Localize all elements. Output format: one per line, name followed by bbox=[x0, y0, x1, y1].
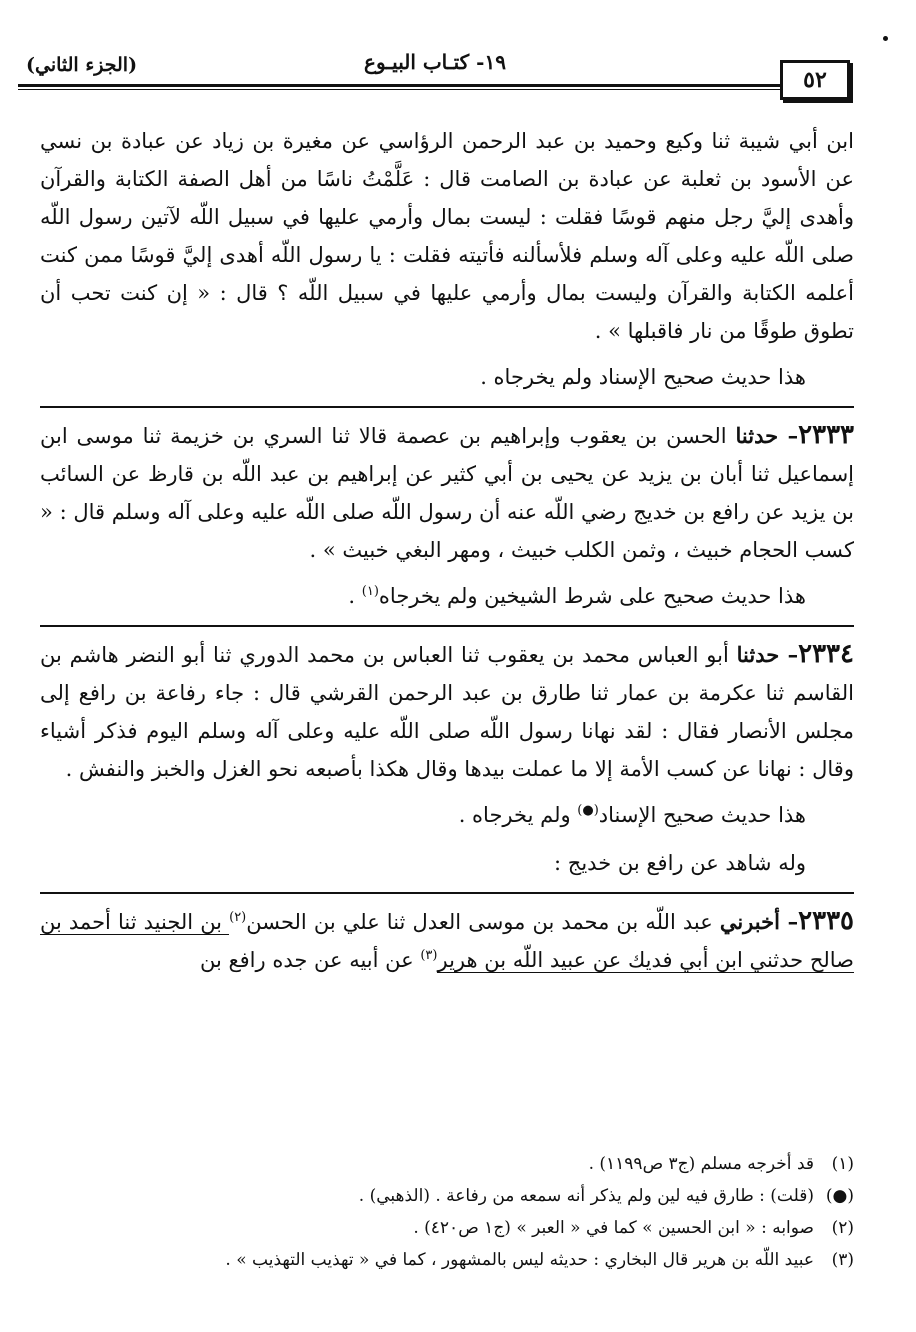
header-rule-thick bbox=[18, 84, 788, 87]
hadith-2334 bbox=[40, 635, 854, 788]
footnote-text: قد أخرجه مسلم (ج٣ ص١١٩٩) . bbox=[588, 1154, 814, 1174]
note-text: هذا حديث صحيح على شرط الشيخين ولم يخرجاه bbox=[378, 584, 806, 608]
footnote-text: عبيد اللّه بن هرير قال البخاري : حديثه ليس بالمشهور ، كما في « تهذيب التهذيب » . bbox=[225, 1250, 814, 1270]
page-number: ٥٢ bbox=[780, 60, 850, 100]
footnotes bbox=[40, 1148, 854, 1276]
footnote-text: (قلت) : طارق فيه لين ولم يذكر أنه سمعه من رفاعة . (الذهبي) . bbox=[358, 1186, 814, 1206]
paragraph-continuation: ابن أبي شيبة ثنا وكيع وحميد بن عبد الرحمن الرؤاسي عن مغيرة بن زياد عن عبادة بن نسي عن الأسود بن ثعلبة عن عبادة بن الصامت قال : عَلَّمْتُ ناسًا من أهل الصفة الكتابة والقرآن وأهدى إليَّ رجل منهم قوسًا فقلت : ليست بمال وأرمي عليها في سبيل اللّه لآتين رسول اللّه صلى اللّه عليه وعلى آله وسلم فلأسألنه فأتيته فقلت : يا رسول اللّه أهدى إليَّ قوسًا ممن كنت أعلمه الكتابة والقرآن وليست بمال وأرمي عليها في سبيل اللّه ؟ قال : « إن كنت تحب أن تطوق طوقًا من نار فاقبلها » . bbox=[40, 129, 854, 343]
hadith-number: ٢٣٣٤ bbox=[798, 639, 854, 669]
hadith-2335 bbox=[40, 902, 854, 979]
footnote-ref: (٢) bbox=[229, 910, 247, 925]
hadith-lead: – أخبرني bbox=[719, 909, 799, 934]
chapter-title: ١٩- كتـاب البيـوع bbox=[364, 50, 506, 74]
hadith-text: أبو العباس محمد بن يعقوب ثنا العباس بن محمد الدوري ثنا أبو النضر هاشم بن القاسم ثنا عكرمة بن عمار ثنا طارق بن عبد الرحمن القرشي قال : جاء رفاعة بن رافع إلى مجلس الأنصار فقال : لقد نهانا رسول اللّه صلى اللّه عليه وعلى آله وسلم اليوم فذكر أشياء وقال : نهانا عن كسب الأمة إلا ما عملت بيدها وقال هكذا بأصبعه نحو الغزل والخبز والنفش . bbox=[40, 643, 854, 781]
hadith-separator bbox=[40, 892, 854, 894]
hadith-lead: – حدثنا bbox=[735, 423, 799, 448]
hadith-text: بن الجنيد ثنا أحمد بن صالح حدثني ابن أبي فديك عن عبيد اللّه بن هرير bbox=[40, 910, 854, 972]
footnote-mark: (٣) bbox=[831, 1250, 854, 1270]
footnote bbox=[40, 1212, 854, 1244]
footnote-ref: (١) bbox=[361, 584, 379, 599]
footnote bbox=[40, 1180, 854, 1212]
footnote bbox=[40, 1244, 854, 1276]
margin-dot bbox=[883, 36, 888, 41]
hadith-separator bbox=[40, 625, 854, 627]
hadith-2333 bbox=[40, 416, 854, 569]
grading-note bbox=[40, 796, 854, 834]
footnote-ref: (٣) bbox=[420, 948, 438, 963]
footnote-ref: (●) bbox=[577, 803, 599, 818]
grading-note bbox=[40, 577, 854, 615]
footnote-mark: (●) bbox=[825, 1186, 854, 1206]
hadith-separator bbox=[40, 406, 854, 408]
grading-note: هذا حديث صحيح الإسناد ولم يخرجاه . bbox=[480, 365, 806, 389]
hadith-text: عن أبيه عن جده رافع بن bbox=[199, 948, 421, 972]
volume-label: (الجزء الثاني) bbox=[26, 54, 138, 76]
footnote bbox=[40, 1148, 854, 1180]
hadith-text: الحسن بن يعقوب وإبراهيم بن عصمة قالا ثنا السري بن خزيمة ثنا موسى ابن إسماعيل ثنا أبان بن يزيد عن يحيى بن أبي كثير عن إبراهيم بن عبد اللّه بن قارظ عن السائب بن يزيد عن رافع بن خديج رضي اللّه عنه أن رسول اللّه صلى اللّه عليه وعلى آله وسلم قال : « كسب الحجام خبيث ، وثمن الكلب خبيث ، ومهر البغي خبيث » . bbox=[40, 424, 854, 562]
running-header bbox=[18, 48, 852, 98]
header-rule-thin bbox=[18, 89, 788, 90]
footnote-text: صوابه : « ابن الحسين » كما في « العبر » (ج١ ص٤٢٠) . bbox=[413, 1218, 814, 1238]
hadith-number: ٢٣٣٥ bbox=[798, 906, 854, 936]
note-text: ولم يخرجاه . bbox=[458, 803, 578, 827]
hadith-text: عبد اللّه بن محمد بن موسى العدل ثنا علي بن الحسن bbox=[246, 910, 720, 934]
hadith-number: ٢٣٣٣ bbox=[798, 420, 854, 450]
note-text: هذا حديث صحيح الإسناد bbox=[598, 803, 806, 827]
hadith-lead: – حدثنا bbox=[736, 642, 799, 667]
footnote-mark: (٢) bbox=[831, 1218, 854, 1238]
main-text bbox=[40, 122, 854, 987]
witness-note: وله شاهد عن رافع بن خديج : bbox=[554, 851, 806, 875]
footnote-mark: (١) bbox=[831, 1154, 854, 1174]
note-end: . bbox=[348, 584, 362, 608]
